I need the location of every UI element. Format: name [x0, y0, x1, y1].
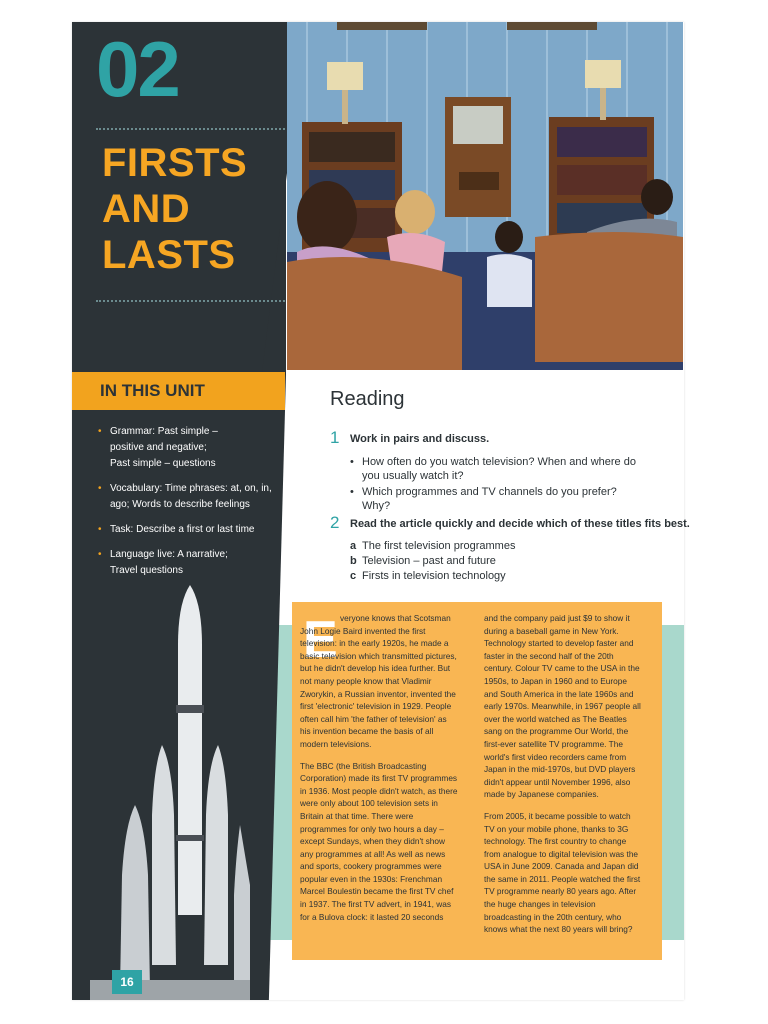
option-text: The first television programmes: [362, 540, 516, 552]
bullet-icon: •: [350, 486, 354, 498]
list-item: [350, 455, 640, 483]
list-item: [350, 485, 640, 513]
unit-title-line: LASTS: [102, 233, 236, 277]
in-this-unit-heading: IN THIS UNIT: [72, 372, 285, 410]
article-paragraph: The BBC (the British Broadcasting Corporation) made its first TV programmes in 1936. Most people didn't watch, as there were only about 100 television sets in Britain at that time. There were programmes for only two hours a day – except Sundays, when they didn't show any programmes at all! As well as news and sports, cookery programmes were popular even in the 1930s: Frenchman Marcel Boulestin became the first TV chef in 1937. The first TV advert, in 1941, was for a Bulova clock: it lasted 20 seconds: [300, 760, 458, 922]
question-number: 2: [330, 513, 340, 532]
list-item: [98, 547, 276, 579]
bullet-icon: •: [350, 456, 354, 468]
bullet-icon: •: [98, 524, 102, 535]
article-column-1: [300, 612, 458, 932]
list-item-line: Task: Describe a first or last time: [110, 524, 255, 535]
option-letter: a: [350, 540, 357, 552]
rocket-illustration: [90, 585, 250, 1000]
list-item: [98, 424, 276, 472]
list-item-line: Vocabulary: Time phrases: at, on, in,: [110, 483, 272, 494]
list-item-line: Grammar: Past simple –: [110, 426, 218, 437]
unit-title-line: AND: [102, 187, 191, 231]
list-item: [98, 481, 276, 513]
section-heading: Reading: [330, 388, 405, 410]
option-letter: b: [350, 555, 357, 567]
question-text: Work in pairs and discuss.: [350, 433, 490, 445]
bullet-icon: •: [98, 426, 102, 437]
article-paragraph: and the company paid just $9 to show it during a baseball game in New York. Technology started to develop faster and faster in the second half of the 20th century. Colour TV came to the USA in the 1950s, to Japan in 1960 and to Europe and South America in the late 1960s and early 1970s. Meanwhile, in 1967 people all over the world watched as The Beatles sang on the programme Our World, the first-ever satellite TV programme. The world's first video recorders came from Japan in the mid-1970s, but DVD players didn't appear until November 1996, also made by Japanese companies.: [484, 613, 641, 800]
list-item-line: positive and negative;: [110, 442, 207, 453]
option-text: Firsts in television technology: [362, 570, 506, 582]
bullet-text: How often do you watch television? When and where do you usually watch it?: [362, 456, 636, 482]
unit-contents-list: [98, 424, 276, 588]
question-text: Read the article quickly and decide which of these titles fits best.: [350, 518, 690, 530]
title-option: [350, 555, 496, 567]
article-paragraph: From 2005, it became possible to watch TV on your mobile phone, thanks to 3G technology. The first country to change from analogue to digital television was the USA in June 2009. Canada and Japan did the same in 2011. People watched the first TV programme nearly 80 years ago. After the huge changes in television broadcasting in the 20th century, who knows what the next 80 years will bring?: [484, 810, 641, 935]
option-text: Television – past and future: [362, 555, 496, 567]
bullet-icon: •: [98, 483, 102, 494]
list-item: [98, 522, 276, 538]
bullet-icon: •: [98, 549, 102, 560]
list-item-line: Language live: A narrative;: [110, 549, 228, 560]
family-watching-tv-photo: [287, 22, 683, 370]
unit-title: [102, 140, 247, 278]
unit-number: 02: [96, 25, 179, 113]
dotted-divider: [96, 128, 292, 130]
list-item-line: ago; Words to describe feelings: [110, 499, 250, 510]
drop-cap: E: [303, 611, 338, 669]
article-column-2: [484, 612, 642, 945]
title-option: [350, 540, 515, 552]
dotted-divider: [96, 300, 292, 302]
list-item-line: Past simple – questions: [110, 458, 216, 469]
discussion-questions: [350, 455, 640, 515]
question-number: 1: [330, 428, 340, 447]
unit-title-line: FIRSTS: [102, 141, 248, 185]
page-number: 16: [112, 970, 142, 994]
option-letter: c: [350, 570, 357, 582]
title-option: [350, 570, 506, 582]
article-paragraph: veryone knows that Scotsman John Logie Baird invented the first television: in the early 1920s, he made a basic television which transmitted pictures, but he didn't develop his idea further. But not many people know that Vladimir Zworykin, a Russian inventor, invented the first 'electronic' television in 1929. People often call him 'the father of television' as his invention became the basis of all modern televisions.: [300, 613, 457, 749]
bullet-text: Which programmes and TV channels do you prefer? Why?: [362, 486, 617, 512]
list-item-line: Travel questions: [110, 565, 183, 576]
